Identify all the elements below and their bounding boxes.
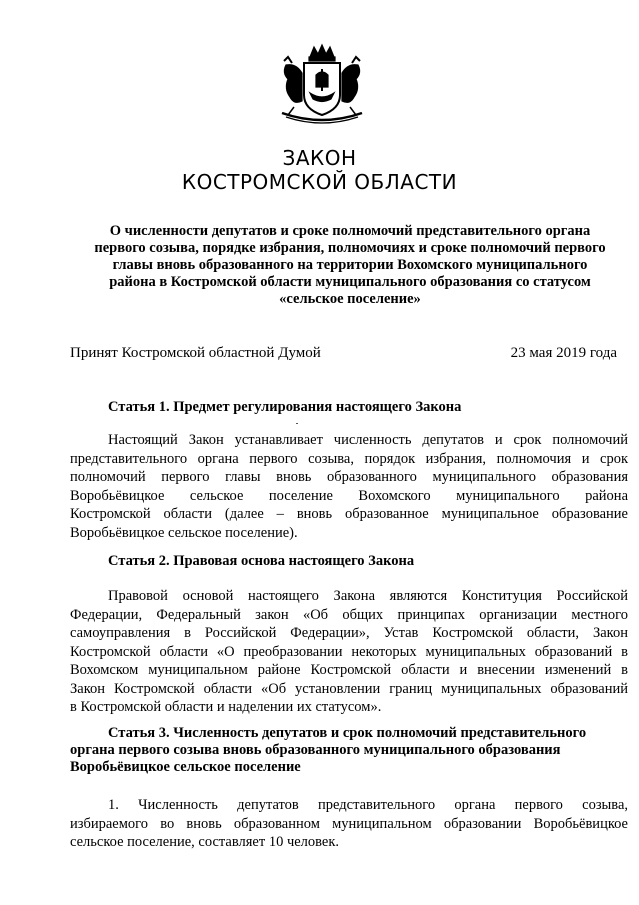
paragraph-line: полномочий первого главы вновь образованного муниципального образования — [70, 469, 628, 485]
article-1-heading — [70, 399, 628, 416]
article-heading-line: Статья 3. Численность депутатов и срок полномочий представительного — [108, 725, 587, 741]
article-heading-line: Статья 1. Предмет регулирования настоящего Закона — [108, 399, 462, 415]
paragraph-line: Воробьёвицкое сельское поселение Вохомского муниципального района — [70, 487, 628, 504]
region-title: КОСТРОМСКОЙ ОБЛАСТИ — [181, 170, 458, 194]
law-name — [70, 223, 630, 308]
kostroma-oblast-coat-of-arms-icon — [276, 43, 368, 129]
article-3-heading — [70, 725, 628, 776]
law-name-line: первого созыва, порядке избрания, полномочиях и сроке полномочий первого — [94, 240, 606, 256]
paragraph-line: Настоящий Закон устанавливает численность депутатов и срок полномочий — [108, 432, 628, 448]
paragraph-line: Вохомском муниципальном районе Костромской области и внесении изменений в — [70, 662, 628, 678]
paragraph-line: Закон Костромской области «Об установлении границ муниципальных образований — [70, 680, 628, 697]
paragraph-line: 1. Численность депутатов представительного органа первого созыва, — [108, 797, 628, 813]
adopted-date: 23 мая 2019 года — [510, 345, 617, 361]
paragraph-line: Федерации, Федеральный закон «Об общих принципах организации местного — [70, 606, 628, 623]
law-name-line: главы вновь образованного на территории Вохомского муниципального — [112, 257, 588, 273]
paragraph-line: сельское поселение, составляет 10 человек. — [70, 834, 340, 850]
article-2-body — [70, 587, 628, 717]
paragraph-line: в Костромской области и наделении их статусом». — [70, 699, 382, 715]
law-title: ЗАКОН — [282, 146, 357, 170]
scan-speck — [296, 423, 298, 424]
paragraph-line: Воробьёвицкое сельское поселение). — [70, 524, 298, 541]
article-heading-line: органа первого созыва вновь образованного муниципального образования — [70, 742, 561, 758]
law-name-line: О численности депутатов и сроке полномочий представительного органа — [109, 223, 591, 239]
paragraph-line: Костромской области «О преобразовании некоторых муниципальных образований в — [70, 643, 628, 660]
paragraph-line: избираемого во вновь образованном муниципальном образовании Воробьёвицкое — [70, 815, 628, 832]
article-heading-line: Воробьёвицкое сельское поселение — [70, 759, 301, 775]
article-1-body — [70, 431, 628, 542]
law-name-line: «сельское поселение» — [279, 291, 421, 307]
paragraph-line: Правовой основой настоящего Закона являются Конституция Российской — [108, 588, 628, 604]
article-3-body — [70, 796, 628, 852]
paragraph-line: Костромской области (далее – вновь образованное муниципальное образование — [70, 506, 628, 522]
adopted-by: Принят Костромской областной Думой — [70, 345, 321, 361]
paragraph-line: представительного органа первого созыва, порядок избрания, полномочия и срок — [70, 450, 628, 467]
article-2-heading — [70, 553, 628, 570]
paragraph-line: самоуправления в Российской Федерации», Устав Костромской области, Закон — [70, 625, 628, 641]
law-name-line: района в Костромской области муниципального образования со статусом — [109, 274, 591, 290]
article-heading-line: Статья 2. Правовая основа настоящего Закона — [108, 553, 415, 569]
